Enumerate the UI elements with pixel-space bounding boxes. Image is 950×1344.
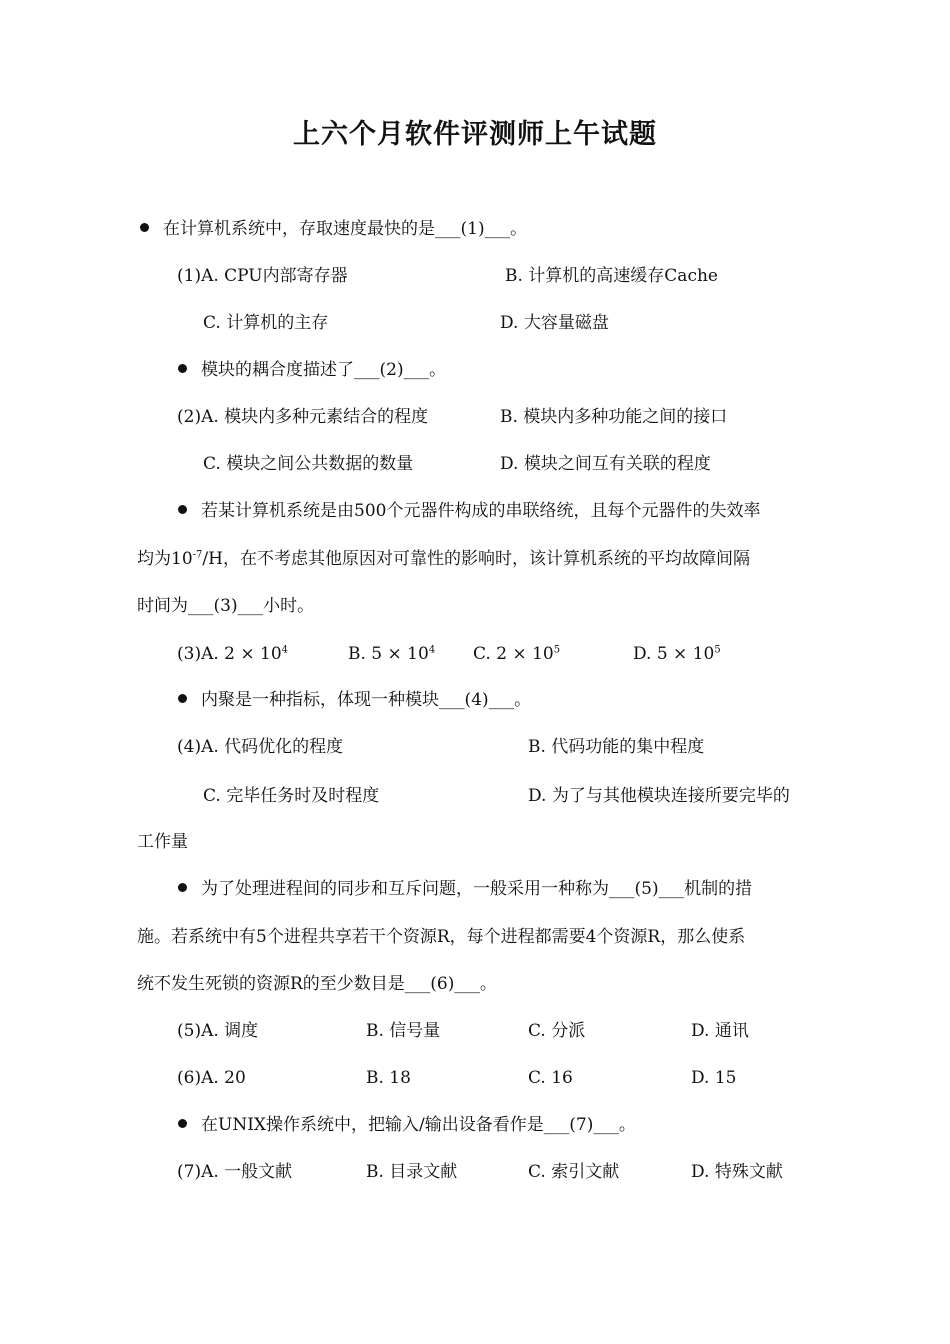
exponent: 5 [553,644,561,656]
question-7-stem [178,1114,636,1136]
option-5c: C. 分派 [528,1021,586,1041]
option-text: B. 5 × 10 [348,644,429,664]
option-1b: B. 计算机的高速缓存Cache [505,266,718,286]
question-text: 模块的耦合度描述了___(2)___。 [201,360,447,380]
option-2d: D. 模块之间互有关联的程度 [500,454,711,474]
question-3-stem-line1 [178,500,760,522]
question-1-stem [140,218,527,240]
option-text: C. 2 × 10 [473,644,554,664]
bullet-icon [178,1119,187,1128]
option-3a [177,643,288,665]
option-1d: D. 大容量磁盘 [500,313,609,333]
question-text: 在计算机系统中，存取速度最快的是___(1)___。 [163,219,528,239]
option-4d: D. 为了与其他模块连接所要完毕的 [528,786,790,806]
question-5-stem-line3: 统不发生死锁的资源R的至少数目是___(6)___。 [137,974,497,994]
option-3b [348,643,435,665]
bullet-icon [140,223,149,232]
bullet-icon [178,694,187,703]
option-2b: B. 模块内多种功能之间的接口 [500,407,728,427]
question-text: 若某计算机系统是由500个元器件构成的串联络统，且每个元器件的失效率 [201,501,761,521]
question-text: 为了处理进程间的同步和互斥问题，一般采用一种称为___(5)___机制的措 [201,879,753,899]
option-2a: (2)A. 模块内多种元素结合的程度 [177,407,429,427]
option-7a: (7)A. 一般文献 [177,1162,293,1182]
question-4-stem [178,689,531,711]
exponent: 5 [714,644,721,656]
question-text: 在UNIX操作系统中，把输入/输出设备看作是___(7)___。 [201,1115,636,1135]
question-5-stem-line1 [178,878,752,900]
option-6a: (6)A. 20 [177,1068,246,1088]
option-6d: D. 15 [691,1068,737,1088]
question-5-stem-line2: 施。若系统中有5个进程共享若干个资源R，每个进程都需要4个资源R，那么使系 [137,927,746,947]
option-7d: D. 特殊文献 [691,1162,783,1182]
option-5a: (5)A. 调度 [177,1021,259,1041]
option-5b: B. 信号量 [366,1021,441,1041]
bullet-icon [178,505,187,514]
page-title: 上六个月软件评测师上午试题 [293,119,657,150]
option-4c: C. 完毕任务时及时程度 [203,786,380,806]
exponent: -7 [192,549,203,561]
option-7c: C. 索引文献 [528,1162,620,1182]
option-4b: B. 代码功能的集中程度 [528,737,705,757]
exponent: 4 [428,644,436,656]
option-6b: B. 18 [366,1068,411,1088]
option-3d [633,643,721,665]
option-1a: (1)A. CPU内部寄存器 [177,266,348,286]
question-text: 内聚是一种指标，体现一种模块___(4)___。 [201,690,532,710]
exponent: 4 [281,644,289,656]
option-4d-continuation: 工作量 [137,832,188,852]
option-1c: C. 计算机的主存 [203,313,329,333]
bullet-icon [178,883,187,892]
question-text: 均为10 [137,549,193,569]
question-3-stem-line3: 时间为___(3)___小时。 [137,596,315,616]
question-text: /H，在不考虑其他原因对可靠性的影响时，该计算机系统的平均故障间隔 [202,549,750,569]
bullet-icon [178,364,187,373]
option-5d: D. 通讯 [691,1021,749,1041]
option-2c: C. 模块之间公共数据的数量 [203,454,414,474]
question-2-stem [178,359,446,381]
question-3-stem-line2 [137,548,750,570]
option-text: D. 5 × 10 [633,644,715,664]
option-4a: (4)A. 代码优化的程度 [177,737,344,757]
option-7b: B. 目录文献 [366,1162,458,1182]
option-text: (3)A. 2 × 10 [177,644,282,664]
option-3c [473,643,560,665]
option-6c: C. 16 [528,1068,573,1088]
